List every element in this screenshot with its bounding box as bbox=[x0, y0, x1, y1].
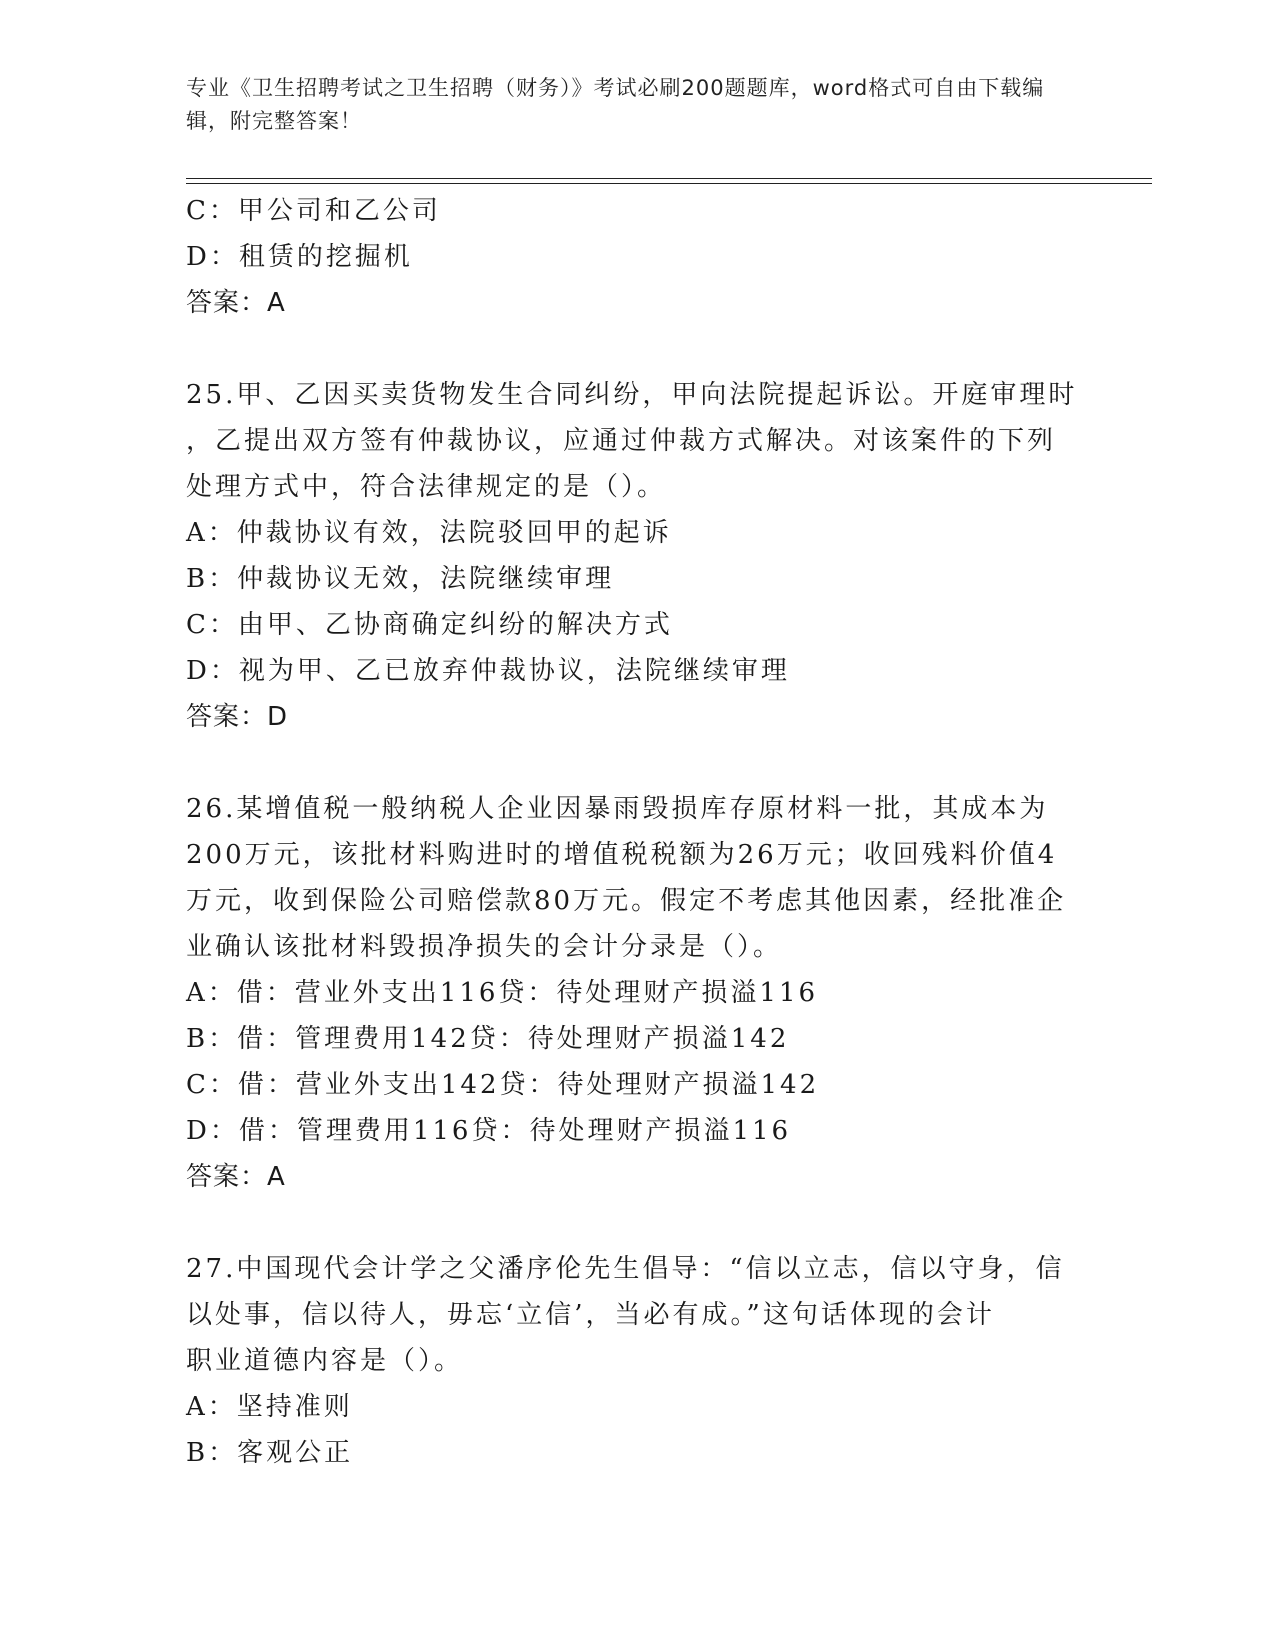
option-a: A：坚持准则 bbox=[186, 1392, 353, 1422]
option-b: B：客观公正 bbox=[186, 1438, 354, 1468]
question-text-line: 以处事，信以待人，毋忘‘立信’，当必有成。”这句话体现的会计 bbox=[186, 1300, 995, 1330]
page-header: 专业《卫生招聘考试之卫生招聘（财务）》考试必刷200题题库，word格式可自由下载编辑，附完整答案！ bbox=[186, 76, 1045, 133]
answer-line: 答案：A bbox=[186, 288, 286, 318]
option-a: A：借：营业外支出116贷：待处理财产损溢116 bbox=[186, 978, 819, 1008]
question-text-line: 25.甲、乙因买卖货物发生合同纠纷，甲向法院提起诉讼。开庭审理时 bbox=[186, 380, 1078, 410]
question-text-line: 处理方式中，符合法律规定的是（）。 bbox=[186, 472, 667, 502]
question-26 bbox=[186, 786, 1086, 1200]
question-25 bbox=[186, 372, 1086, 740]
question-text-line: 职业道德内容是（）。 bbox=[186, 1346, 464, 1376]
question-text-line: 26.某增值税一般纳税人企业因暴雨毁损库存原材料一批，其成本为 bbox=[186, 794, 1049, 824]
option-b: B：借：管理费用142贷：待处理财产损溢142 bbox=[186, 1024, 790, 1054]
option-d: D：视为甲、乙已放弃仲裁协议，法院继续审理 bbox=[186, 656, 790, 686]
question-text-line: 27.中国现代会计学之父潘序伦先生倡导：“信以立志，信以守身，信 bbox=[186, 1254, 1065, 1284]
question-text-line: 200万元，该批材料购进时的增值税税额为26万元；收回残料价值4 bbox=[186, 840, 1058, 870]
header-rule-bottom bbox=[186, 183, 1152, 184]
option-b: B：仲裁协议无效，法院继续审理 bbox=[186, 564, 615, 594]
option-a: A：仲裁协议有效，法院驳回甲的起诉 bbox=[186, 518, 672, 548]
answer-line: 答案：D bbox=[186, 702, 289, 732]
option-c: C：由甲、乙协商确定纠纷的解决方式 bbox=[186, 610, 673, 640]
question-text-line: 万元，收到保险公司赔偿款80万元。假定不考虑其他因素，经批准企 bbox=[186, 886, 1067, 916]
question-content bbox=[186, 188, 1086, 1476]
question-text-line: ，乙提出双方签有仲裁协议，应通过仲裁方式解决。对该案件的下列 bbox=[186, 426, 1057, 456]
option-c: C：甲公司和乙公司 bbox=[186, 196, 441, 226]
answer-line: 答案：A bbox=[186, 1162, 286, 1192]
option-d: D：借：管理费用116贷：待处理财产损溢116 bbox=[186, 1116, 792, 1146]
question-text-line: 业确认该批材料毁损净损失的会计分录是（）。 bbox=[186, 932, 783, 962]
option-c: C：借：营业外支出142贷：待处理财产损溢142 bbox=[186, 1070, 820, 1100]
previous-question bbox=[186, 188, 1086, 326]
header-rule-top bbox=[186, 178, 1152, 179]
question-27 bbox=[186, 1246, 1086, 1476]
option-d: D：租赁的挖掘机 bbox=[186, 242, 413, 272]
